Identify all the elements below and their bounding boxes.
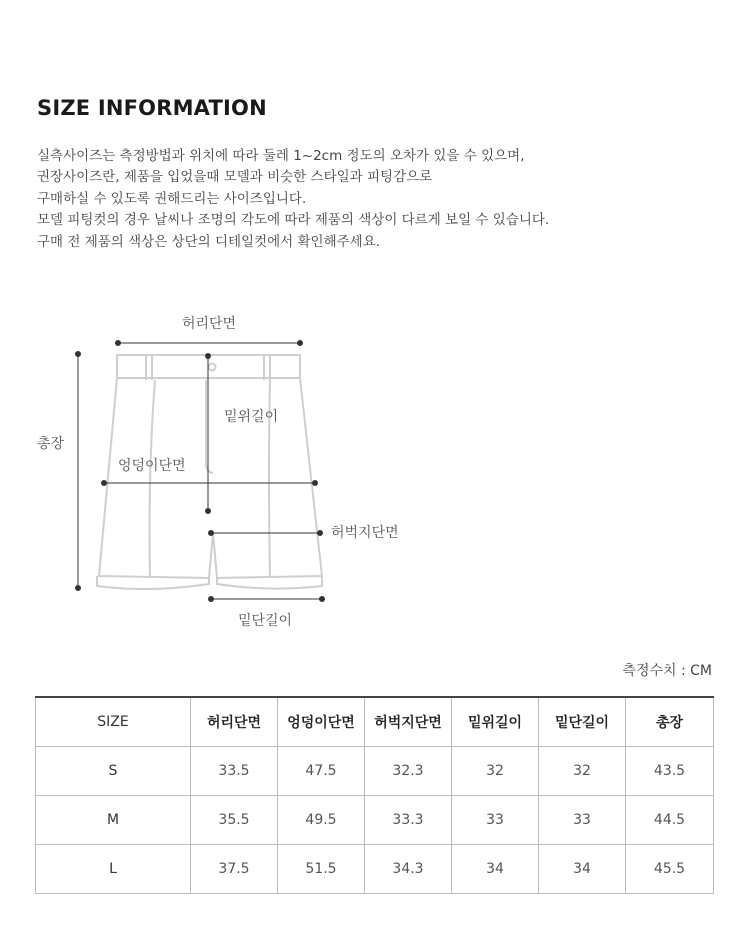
thigh-label: 허벅지단면 [331,525,399,541]
note-line: 모델 피팅컷의 경우 날씨나 조명의 각도에 따라 제품의 색상이 다르게 보일 수 있습니다. [37,212,550,229]
table-cell: 32 [539,747,626,796]
table-row [36,796,714,845]
total-length-label: 총장 [37,436,65,452]
table-cell: 37.5 [191,845,278,894]
table-cell: 45.5 [626,845,714,894]
table-cell: 34.3 [365,845,452,894]
table-cell: 34 [539,845,626,894]
shorts-measurement-diagram [0,300,750,640]
size-notes [37,146,549,253]
note-line: 구매하실 수 있도록 권해드리는 사이즈입니다. [37,190,307,207]
size-table [35,696,714,894]
header-size: SIZE [36,697,191,747]
size-cell: M [36,796,191,845]
table-cell: 32 [452,747,539,796]
waist-label: 허리단면 [181,316,237,332]
note-line: 권장사이즈란, 제품을 입었을때 모델과 비슷한 스타일과 피팅감으로 [37,169,433,186]
header-rise: 밑위길이 [452,697,539,747]
measurement-unit: 측정수치 : CM [622,663,712,679]
header-hip: 엉덩이단면 [278,697,365,747]
table-header-row [36,697,714,747]
header-thigh: 허벅지단면 [365,697,452,747]
table-cell: 33.5 [191,747,278,796]
table-row [36,845,714,894]
note-line: 구매 전 제품의 색상은 상단의 디테일컷에서 확인해주세요. [37,233,381,250]
table-cell: 47.5 [278,747,365,796]
header-waist: 허리단면 [191,697,278,747]
table-cell: 33 [452,796,539,845]
rise-label: 밑위길이 [224,409,279,425]
size-cell: S [36,747,191,796]
header-total-length: 총장 [626,697,714,747]
table-cell: 43.5 [626,747,714,796]
table-cell: 34 [452,845,539,894]
table-cell: 51.5 [278,845,365,894]
size-cell: L [36,845,191,894]
table-cell: 49.5 [278,796,365,845]
table-cell: 33 [539,796,626,845]
table-cell: 32.3 [365,747,452,796]
table-row [36,747,714,796]
hem-label: 밑단길이 [237,613,293,629]
note-line: 실측사이즈는 측정방법과 위치에 따라 둘레 1~2cm 정도의 오차가 있을 수 있으며, [37,148,525,164]
table-cell: 44.5 [626,796,714,845]
header-hem: 밑단길이 [539,697,626,747]
page-title: SIZE INFORMATION [37,96,267,120]
table-cell: 33.3 [365,796,452,845]
table-cell: 35.5 [191,796,278,845]
hip-label: 엉덩이단면 [118,458,186,474]
measurement-lines [76,341,325,602]
